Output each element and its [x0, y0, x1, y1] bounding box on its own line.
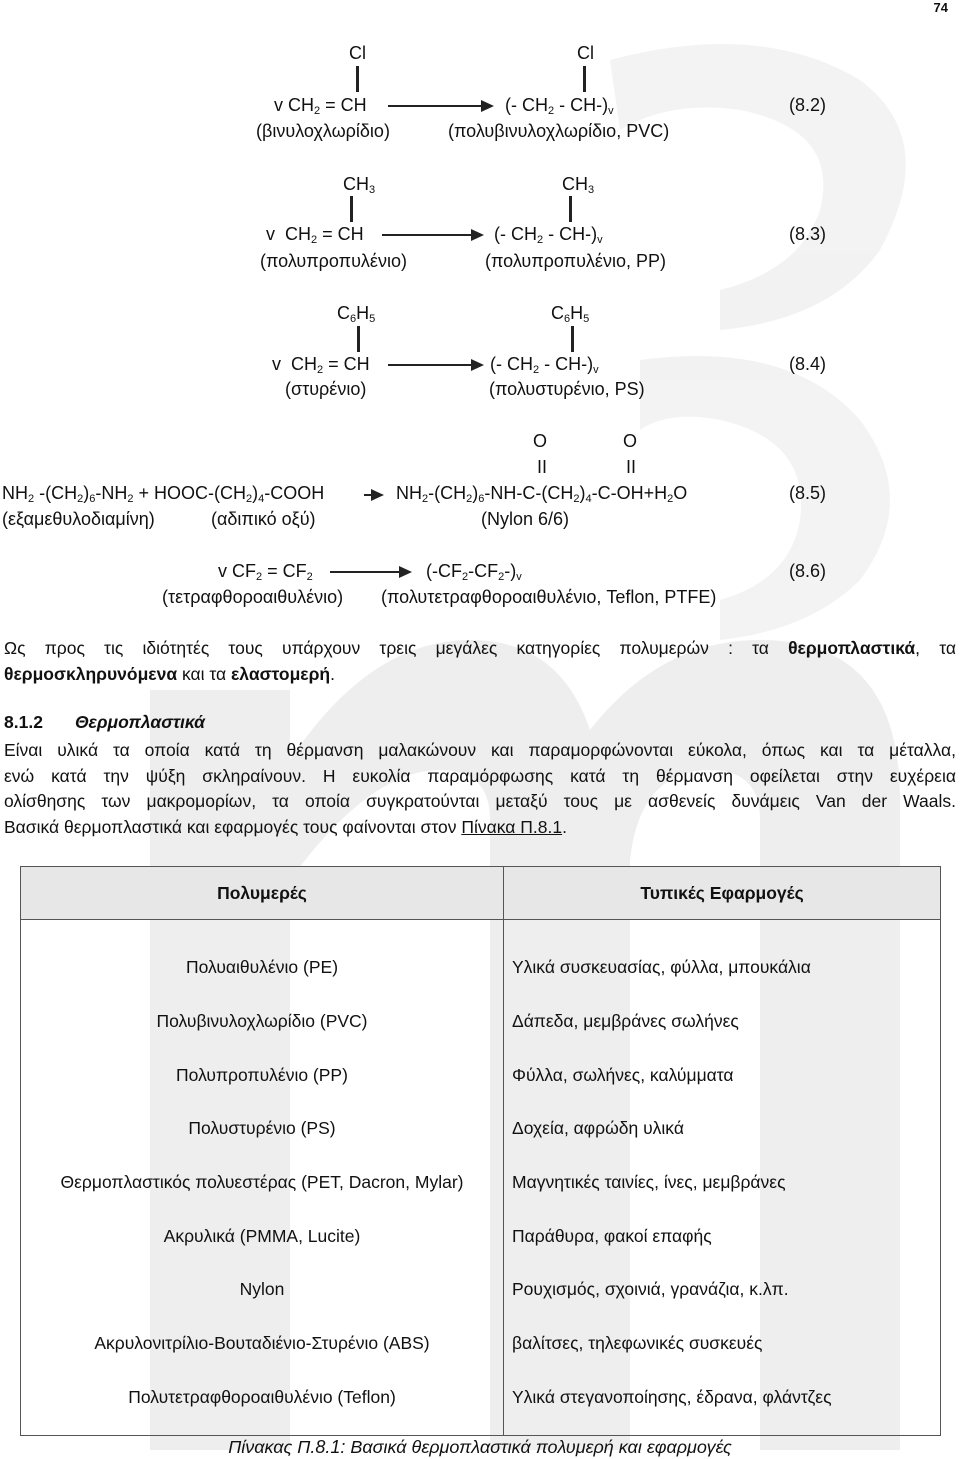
reaction-arrow: [388, 105, 492, 107]
table-row: [21, 1371, 941, 1436]
term-thermoplastics: θερμοπλαστικά: [788, 638, 916, 658]
bond-line: [583, 66, 586, 92]
intro-line-2: [4, 664, 335, 684]
application-cell: Ρουχισμός, σχοινιά, γρανάζια, κ.λπ.: [504, 1263, 941, 1317]
substituent-label: Cl: [349, 43, 366, 63]
paragraph-line: ενώ κατά την ψύξη σκληραίνουν. Η ευκολία παραμόρφωσης κατά τη θέρμανση οφείλεται στην ευχέρεια: [4, 765, 956, 786]
section-paragraph: [4, 738, 956, 840]
bond-line: [350, 196, 353, 222]
paragraph-line: Είναι υλικά τα οποία κατά τη θέρμανση μαλακώνουν και παραμορφώνονται εύκολα, όπως και τα μέταλλα,: [4, 740, 956, 760]
header-polymer: Πολυμερές: [21, 867, 504, 920]
polymer-cell: Θερμοπλαστικός πολυεστέρας (PET, Dacron, Mylar): [21, 1156, 504, 1210]
polymer-cell: Πολυαιθυλένιο (PE): [21, 920, 504, 995]
table-row: [21, 920, 941, 995]
application-cell: Παράθυρα, φακοί επαφής: [504, 1209, 941, 1263]
reaction-arrow: [330, 571, 410, 573]
table-reference-link[interactable]: Πίνακα Π.8.1: [461, 816, 563, 837]
oxygen-label: O: [623, 431, 638, 451]
equation-number: (8.2): [789, 95, 827, 115]
product-formula: $NH_2-(CH_2)_6-NH-C-(CH_2)_4-C-OH+H_2O$: [396, 483, 688, 505]
reactant-formula: v $CH_2$ = CH: [274, 95, 367, 117]
application-cell: Υλικά στεγανοποίησης, έδρανα, φλάντζες: [504, 1371, 941, 1436]
table-row: [21, 1263, 941, 1317]
application-cell: Δοχεία, αφρώδη υλικά: [504, 1102, 941, 1156]
bond-line: [357, 326, 360, 352]
bond-line: [571, 326, 574, 352]
table-row: [21, 1102, 941, 1156]
reactant-formula: v $CH_2$ = CH: [266, 224, 364, 246]
reactant-formula: v $CF_2 = CF_2$: [218, 561, 313, 583]
equation-number: (8.4): [789, 354, 827, 374]
polymer-cell: Πολυπροπυλένιο (PP): [21, 1048, 504, 1102]
paragraph-line: [4, 817, 567, 837]
table-caption: Πίνακας Π.8.1: Βασικά θερμοπλαστικά πολυμερή και εφαρμογές: [228, 1437, 732, 1457]
product-name: (πολυβινυλοχλωρίδιο, PVC): [448, 121, 670, 141]
reactant-formula: $NH_2$ $-(CH_2)_6-NH_2$ + HOOC-$(CH_2)_4$-COOH: [2, 483, 325, 505]
product-formula: (- $CH_2 - CH-)_v$: [494, 224, 603, 246]
reaction-arrow: [382, 234, 482, 236]
reaction-arrow: [388, 364, 482, 366]
intro-paragraph: [4, 636, 956, 687]
reactant-name: (βινυλοχλωρίδιο): [256, 121, 390, 141]
oxygen-label: O: [533, 431, 548, 451]
reaction-arrow: [364, 494, 382, 496]
substituent-label: $CH_3$: [562, 174, 595, 196]
polymer-cell: Πολυστυρένιο (PS): [21, 1102, 504, 1156]
polymer-cell: Nylon: [21, 1263, 504, 1317]
substituent-label: $C_6H_5$: [337, 303, 376, 325]
polymer-cell: Ακρυλικά (PMMA, Lucite): [21, 1209, 504, 1263]
table-row: [21, 1048, 941, 1102]
product-formula: $(-CF_2-CF_2-)_v$: [426, 561, 522, 583]
polymer-cell: Ακρυλονιτρίλιο-Βουταδιένιο-Στυρένιο (ABS): [21, 1317, 504, 1371]
double-bond: II: [537, 457, 548, 477]
reactant-name: (αδιπικό οξύ): [211, 509, 316, 529]
intro-text: .: [330, 663, 335, 684]
paragraph-text: .: [562, 816, 567, 837]
polymers-table: [20, 866, 941, 1436]
product-formula: (- $CH_2 - CH-)_v$: [490, 354, 599, 376]
reactant-formula: v $CH_2$ = CH: [272, 354, 370, 376]
product-name: (πολυστυρένιο, PS): [489, 379, 645, 399]
section-heading: [4, 712, 205, 733]
table-row: [21, 1317, 941, 1371]
polymer-cell: Πολυτετραφθοροαιθυλένιο (Teflon): [21, 1371, 504, 1436]
section-number: 8.1.2: [4, 712, 43, 732]
double-bond: II: [626, 457, 637, 477]
term-thermosets: θερμοσκληρυνόμενα: [4, 663, 178, 684]
reactant-name: (τετραφθοροαιθυλένιο): [162, 587, 344, 607]
reactant-name: (στυρένιο): [285, 379, 367, 399]
table-header-row: [21, 867, 941, 920]
equation-number: (8.5): [789, 483, 827, 503]
application-cell: Μαγνητικές ταινίες, ίνες, μεμβράνες: [504, 1156, 941, 1210]
application-cell: Δάπεδα, μεμβράνες σωλήνες: [504, 995, 941, 1049]
reactant-name: (εξαμεθυλοδιαμίνη): [2, 509, 155, 529]
table-row: [21, 1209, 941, 1263]
product-name: (Nylon 6/6): [481, 509, 570, 529]
bond-line: [356, 66, 359, 92]
page-number: 74: [933, 0, 948, 15]
equation-number: (8.3): [789, 224, 827, 244]
header-applications: Τυπικές Εφαρμογές: [504, 867, 941, 920]
product-name: (πολυτετραφθοροαιθυλένιο, Teflon, PTFE): [381, 587, 717, 607]
paragraph-line: ολίσθησης των μακρομορίων, τα οποία συγκρατούνται μεταξύ τους με ασθενείς δυνάμεις Van der Waals.: [4, 791, 956, 811]
term-elastomers: ελαστομερή: [231, 663, 331, 684]
application-cell: Υλικά συσκευασίας, φύλλα, μπουκάλια: [504, 920, 941, 995]
intro-line-1: [4, 636, 956, 662]
application-cell: βαλίτσες, τηλεφωνικές συσκευές: [504, 1317, 941, 1371]
application-cell: Φύλλα, σωλήνες, καλύμματα: [504, 1048, 941, 1102]
substituent-label: $C_6H_5$: [551, 303, 590, 325]
table-row: [21, 1156, 941, 1210]
substituent-label: $CH_3$: [343, 174, 376, 196]
paragraph-text: Βασικά θερμοπλαστικά και εφαρμογές τους φαίνονται στον: [4, 816, 462, 837]
section-title: Θερμοπλαστικά: [74, 712, 205, 732]
intro-text: , τα: [915, 638, 956, 658]
table-row: [21, 995, 941, 1049]
intro-text: Ως προς τις ιδιότητές τους υπάρχουν τρεις μεγάλες κατηγορίες πολυμερών : τα: [4, 638, 789, 658]
reactant-name: (πολυπροπυλένιο): [260, 251, 407, 271]
substituent-label: Cl: [577, 43, 594, 63]
product-formula: (- $CH_2 - CH-)_v$: [505, 95, 614, 117]
polymer-cell: Πολυβινυλοχλωρίδιο (PVC): [21, 995, 504, 1049]
intro-text: και τα: [177, 663, 231, 684]
product-name: (πολυπροπυλένιο, PP): [485, 251, 666, 271]
equation-number: (8.6): [789, 561, 827, 581]
bond-line: [569, 196, 572, 222]
